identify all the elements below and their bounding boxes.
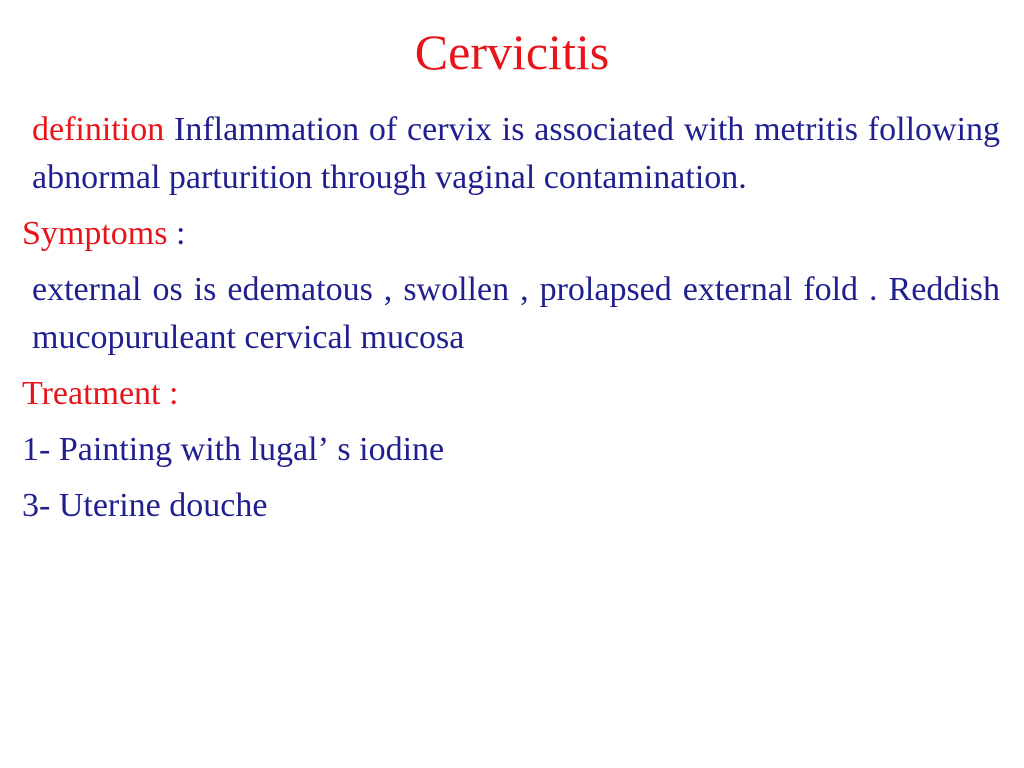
symptoms-label: Symptoms [22,215,168,252]
treatment-item-1: 1- Painting with lugalʼ s iodine [22,431,445,468]
definition-text: Inflammation of cervix is associated with metritis following abnormal parturition through vaginal contamination. [32,111,1001,196]
slide-title: Cervicitis [414,24,610,80]
treatment-heading: Treatment : [22,375,179,412]
symptoms-separator: : [167,215,186,252]
definition-label: definition [32,111,165,148]
slide-content [22,106,1000,530]
definition-paragraph [22,106,1000,202]
symptoms-heading [22,210,1000,258]
treatment-item-2: 3- Uterine douche [22,487,268,524]
symptoms-paragraph: external os is edematous , swollen , prolapsed external fold . Reddish mucopuruleant cervical mucosa [32,271,1000,356]
